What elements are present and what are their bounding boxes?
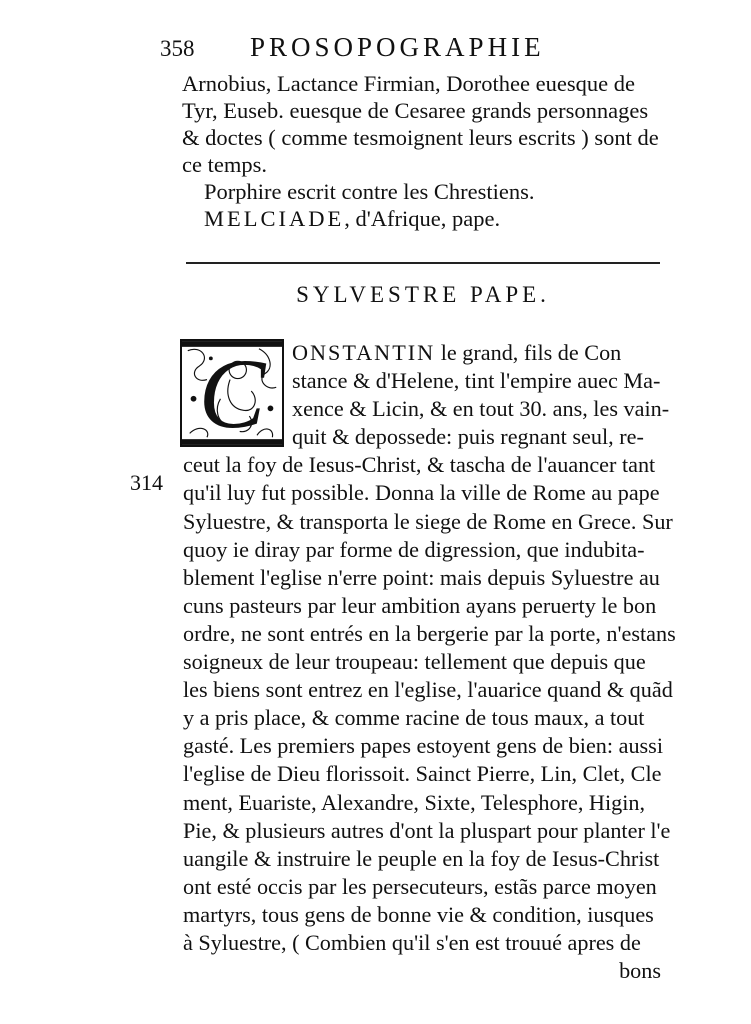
text-line: y a pris place, & comme racine de tous maux, a tout bbox=[183, 705, 645, 731]
text-line: ment, Euariste, Alexandre, Sixte, Telesphore, Higin, bbox=[183, 789, 646, 815]
section-title: SYLVESTRE PAPE. bbox=[296, 282, 550, 307]
text-line: Syluestre, & transporta le siege de Rome en Grece. Sur bbox=[183, 508, 673, 534]
main-text bbox=[0, 339, 751, 985]
preceding-text bbox=[182, 70, 672, 232]
text-line: quit & depossede: puis regnant seul, re- bbox=[292, 424, 644, 450]
running-title: PROSOPOGRAPHIE bbox=[250, 32, 545, 62]
section-divider bbox=[186, 262, 660, 264]
constantin-word: ONSTANTIN bbox=[292, 340, 436, 365]
text-line: martyrs, tous gens de bonne vie & condition, iusques bbox=[183, 901, 654, 927]
drop-cap-letter: C bbox=[198, 339, 266, 447]
text-line: blement l'eglise n'erre point: mais depuis Syluestre au bbox=[183, 564, 660, 590]
running-header bbox=[150, 30, 670, 70]
text-line: & doctes ( comme tesmoignent leurs escrits ) sont de bbox=[182, 125, 659, 150]
text-line: Arnobius, Lactance Firmian, Dorothee euesque de bbox=[182, 71, 635, 96]
text-line: à Syluestre, ( Combien qu'il s'en est trouué apres de bbox=[183, 929, 641, 955]
text-line: Pie, & plusieurs autres d'ont la pluspart pour planter l'e bbox=[183, 817, 671, 843]
text-line: les biens sont entrez en l'eglise, l'auarice quand & quãd bbox=[183, 677, 673, 703]
text-line: ont esté occis par les persecuteurs, estãs parce moyen bbox=[183, 873, 657, 899]
text-line bbox=[0, 339, 751, 367]
text-line: quoy ie diray par forme de digression, que indubita- bbox=[183, 536, 645, 562]
text-line: ordre, ne sont entrés en la bergerie par la porte, n'estans bbox=[183, 620, 676, 646]
text-line: qu'il luy fut possible. Donna la ville de Rome au pape bbox=[183, 480, 660, 506]
page-number: 358 bbox=[160, 36, 195, 61]
text-line: gasté. Les premiers papes estoyent gens de bien: aussi bbox=[183, 733, 663, 759]
melciade-rest: , d'Afrique, pape. bbox=[344, 206, 501, 231]
text-line: soigneux de leur troupeau: tellement que depuis que bbox=[183, 649, 646, 675]
text-line: l'eglise de Dieu florissoit. Sainct Pierre, Lin, Clet, Cle bbox=[183, 761, 662, 787]
melciade-name: MELCIADE bbox=[204, 206, 345, 231]
text-line: ce temps. bbox=[182, 152, 267, 177]
catchword: bons bbox=[619, 958, 661, 984]
body-lines bbox=[0, 451, 751, 985]
text-line: xence & Licin, & en tout 30. ans, les vain- bbox=[292, 396, 670, 422]
margin-note-number: 314 bbox=[130, 470, 163, 495]
first-line-rest: le grand, fils de Con bbox=[435, 340, 622, 365]
melciade-line bbox=[182, 205, 672, 232]
text-line: Porphire escrit contre les Chrestiens. bbox=[204, 179, 535, 204]
text-line: stance & d'Helene, tint l'empire auec Ma- bbox=[292, 368, 661, 394]
text-line: cuns pasteurs par leur ambition ayans peruerty le bon bbox=[183, 592, 657, 618]
text-line: Tyr, Euseb. euesque de Cesaree grands personnages bbox=[182, 98, 649, 123]
text-line: uangile & instruire le peuple en la foy de Iesus-Christ bbox=[183, 845, 660, 871]
text-line: ceut la foy de Iesus-Christ, & tascha de l'auancer tant bbox=[183, 452, 656, 478]
drop-cap-lines bbox=[0, 339, 751, 451]
